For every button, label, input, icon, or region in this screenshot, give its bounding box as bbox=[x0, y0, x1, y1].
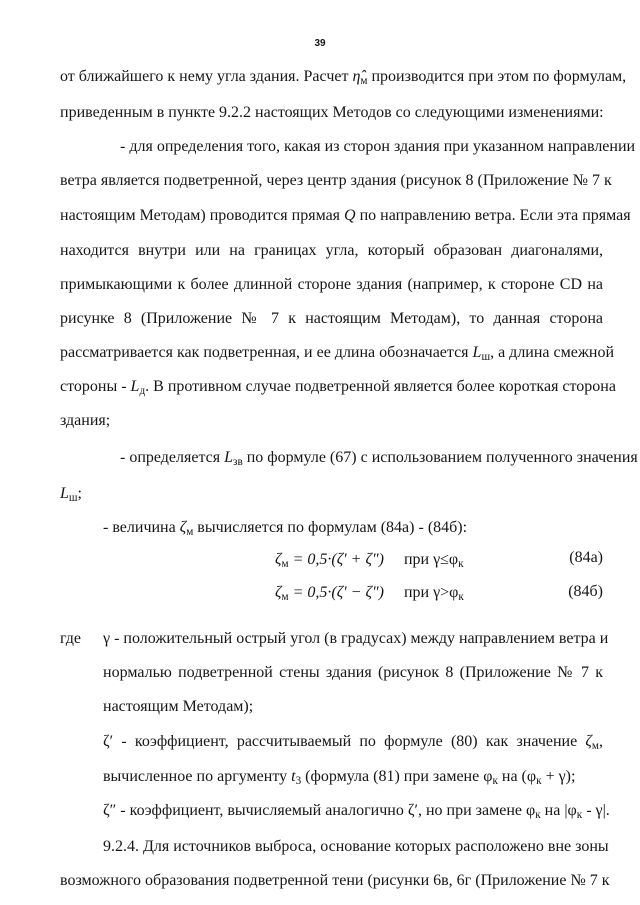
text-line: рисунке 8 (Приложение № 7 к настоящим Методам), то данная сторона bbox=[60, 310, 603, 327]
equation-number: (84а) bbox=[569, 549, 603, 566]
text-line: нормалью подветренной стены здания (рисунок 8 (Приложение № 7 к bbox=[103, 664, 603, 681]
text-line: $L_ш$; bbox=[60, 485, 82, 504]
text-line: ветра является подветренной, через центр здания (рисунок 8 (Приложение № 7 к bbox=[60, 172, 612, 189]
text-line: находится внутри или на границах угла, который образован диагоналями, bbox=[60, 242, 603, 259]
text-line: стороны - $L_д$. В противном случае подветренной является более короткая сторона bbox=[60, 378, 616, 397]
text-line: от ближайшего к нему угла здания. Расчет $\etâ_м$ производится при этом по формулам, bbox=[60, 68, 627, 87]
formula-84a: $\zeta_м = 0,5\cdot(\zeta' + \zeta'')$ при $\gamma\le\varphi_к$ bbox=[275, 551, 464, 570]
text-line: примыкающими к более длинной стороне здания (например, к стороне CD на bbox=[60, 276, 603, 293]
text-line: γ - положительный острый угол (в градусах) между направлением ветра и bbox=[103, 630, 609, 647]
text-line: - определяется $L_{зв}$ по формуле (67) с использованием полученного значения bbox=[120, 449, 638, 468]
text-line: - для определения того, какая из сторон здания при указанном направлении bbox=[120, 138, 636, 155]
text-line: вычисленное по аргументу $t_3$ (формула (81) при замене $\varphi_к$ на $(\varphi_к + \gamma)$; bbox=[103, 768, 576, 787]
where-label: где bbox=[60, 630, 82, 647]
text-line: рассматривается как подветренная, и ее длина обозначается $L_ш$, а длина смежной bbox=[60, 344, 615, 363]
text-line: настоящим Методам) проводится прямая Q по направлению ветра. Если эта прямая bbox=[60, 207, 631, 224]
formula-84b: $\zeta_м = 0,5\cdot(\zeta' - \zeta'')$ при $\gamma>\varphi_к$ bbox=[275, 584, 464, 603]
text-line: здания; bbox=[60, 412, 111, 429]
text-line: ζ″ - коэффициент, вычисляемый аналогично ζ′, но при замене $\varphi_к$ на $|\varphi_к - \gamma|$. bbox=[103, 802, 610, 821]
text-line: 9.2.4. Для источников выброса, основание которых расположено вне зоны bbox=[103, 838, 609, 855]
text-line: - величина $\zeta_м$ вычисляется по формулам (84а) - (84б): bbox=[103, 519, 468, 538]
text-line: настоящим Методам); bbox=[103, 698, 254, 715]
text-line: приведенным в пункте 9.2.2 настоящих Методов со следующими изменениями: bbox=[60, 104, 604, 121]
page-number: 39 bbox=[314, 38, 326, 49]
text-line: возможного образования подветренной тени (рисунки 6в, 6г (Приложение № 7 к bbox=[60, 872, 610, 889]
equation-number: (84б) bbox=[568, 583, 603, 600]
text-line: ζ′ - коэффициент, рассчитываемый по формуле (80) как значение $\zeta_м$, bbox=[103, 733, 603, 752]
